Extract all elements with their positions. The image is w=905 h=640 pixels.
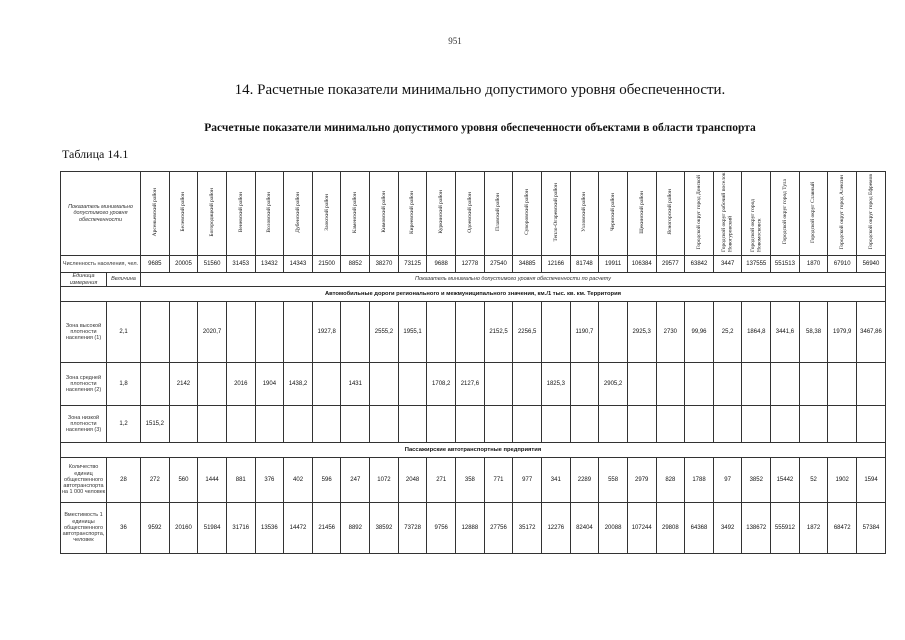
data-cell xyxy=(742,363,771,406)
data-cell xyxy=(513,406,542,443)
data-cell: 138672 xyxy=(742,503,771,554)
data-cell: 2016 xyxy=(226,363,255,406)
data-cell: 1904 xyxy=(255,363,284,406)
district-header xyxy=(713,172,742,256)
value-label: Величина xyxy=(107,273,141,287)
data-cell xyxy=(255,302,284,363)
data-cell xyxy=(541,406,570,443)
population-cell: 34885 xyxy=(513,256,542,273)
data-cell: 20088 xyxy=(599,503,628,554)
population-cell: 63842 xyxy=(685,256,714,273)
population-cell: 551513 xyxy=(771,256,800,273)
population-cell: 1870 xyxy=(799,256,828,273)
section-transport-title: Пассажирские автотранспортные предприятия xyxy=(61,443,886,458)
data-cell xyxy=(169,302,198,363)
district-name: Суворовский район xyxy=(523,189,530,235)
row-norm-value: 28 xyxy=(107,458,141,503)
data-cell: 2925,3 xyxy=(627,302,656,363)
data-cell: 1902 xyxy=(828,458,857,503)
district-name: Городской округ рабочий поселок Новогуровский xyxy=(721,172,734,253)
data-cell: 58,38 xyxy=(799,302,828,363)
population-cell: 9685 xyxy=(141,256,170,273)
data-cell: 560 xyxy=(169,458,198,503)
district-name: Богородицкий район xyxy=(208,187,215,237)
data-cell: 596 xyxy=(312,458,341,503)
data-cell xyxy=(284,302,313,363)
data-cell: 555912 xyxy=(771,503,800,554)
data-cell xyxy=(341,406,370,443)
district-header xyxy=(656,172,685,256)
district-header xyxy=(799,172,828,256)
population-cell: 56940 xyxy=(857,256,886,273)
row-norm-value: 1,8 xyxy=(107,363,141,406)
data-cell: 1825,3 xyxy=(541,363,570,406)
district-name: Куркинский район xyxy=(438,190,445,234)
data-cell xyxy=(226,406,255,443)
district-header xyxy=(284,172,313,256)
table-row xyxy=(61,503,886,554)
district-name: Тепло-Огаревский район xyxy=(552,182,559,242)
data-cell: 1444 xyxy=(198,458,227,503)
population-label: Численность населения, чел. xyxy=(61,256,141,273)
data-cell: 271 xyxy=(427,458,456,503)
district-header xyxy=(398,172,427,256)
data-cell xyxy=(312,363,341,406)
district-name: Воловский район xyxy=(266,191,273,233)
district-header xyxy=(685,172,714,256)
data-cell: 881 xyxy=(226,458,255,503)
district-header xyxy=(198,172,227,256)
data-cell xyxy=(456,302,485,363)
data-cell: 12276 xyxy=(541,503,570,554)
data-cell: 2555,2 xyxy=(370,302,399,363)
district-header xyxy=(341,172,370,256)
data-cell: 1708,2 xyxy=(427,363,456,406)
data-cell: 2979 xyxy=(627,458,656,503)
population-cell: 106384 xyxy=(627,256,656,273)
data-cell: 2048 xyxy=(398,458,427,503)
data-cell: 2905,2 xyxy=(599,363,628,406)
data-cell: 2020,7 xyxy=(198,302,227,363)
data-cell xyxy=(799,406,828,443)
data-cell: 3441,6 xyxy=(771,302,800,363)
data-cell xyxy=(198,406,227,443)
data-cell: 1864,8 xyxy=(742,302,771,363)
district-header xyxy=(456,172,485,256)
population-cell: 137555 xyxy=(742,256,771,273)
data-cell: 15442 xyxy=(771,458,800,503)
table-caption: Таблица 14.1 xyxy=(62,147,129,161)
row-label: Количество единиц общественного автотранспорта на 1 000 человек xyxy=(61,458,107,503)
table-row xyxy=(61,363,886,406)
data-cell: 21456 xyxy=(312,503,341,554)
data-cell: 9592 xyxy=(141,503,170,554)
data-cell: 29808 xyxy=(656,503,685,554)
data-cell xyxy=(198,363,227,406)
data-cell: 107244 xyxy=(627,503,656,554)
data-cell: 1872 xyxy=(799,503,828,554)
data-cell xyxy=(599,302,628,363)
data-cell xyxy=(484,363,513,406)
data-cell xyxy=(427,406,456,443)
population-cell: 38270 xyxy=(370,256,399,273)
district-name: Городской округ город Алексин xyxy=(839,174,846,250)
population-cell: 19911 xyxy=(599,256,628,273)
corner-header: Показатель минимально допустимого уровня обеспеченности xyxy=(61,172,141,256)
row-norm-value: 2,1 xyxy=(107,302,141,363)
data-cell xyxy=(513,363,542,406)
table-row xyxy=(61,406,886,443)
data-cell xyxy=(828,363,857,406)
district-header xyxy=(370,172,399,256)
data-cell: 977 xyxy=(513,458,542,503)
district-header xyxy=(599,172,628,256)
transport-table xyxy=(60,171,886,554)
population-cell: 20005 xyxy=(169,256,198,273)
population-cell: 8852 xyxy=(341,256,370,273)
data-cell: 558 xyxy=(599,458,628,503)
data-cell: 3467,86 xyxy=(857,302,886,363)
unit-row xyxy=(61,273,886,287)
data-cell: 27756 xyxy=(484,503,513,554)
data-cell: 3852 xyxy=(742,458,771,503)
data-cell xyxy=(370,406,399,443)
data-cell xyxy=(627,363,656,406)
data-cell: 1190,7 xyxy=(570,302,599,363)
district-header xyxy=(427,172,456,256)
data-cell: 358 xyxy=(456,458,485,503)
district-name: Одоевский район xyxy=(466,191,473,233)
data-cell: 2289 xyxy=(570,458,599,503)
data-cell xyxy=(370,363,399,406)
data-cell xyxy=(284,406,313,443)
data-cell: 2127,6 xyxy=(456,363,485,406)
header-row xyxy=(61,172,886,256)
data-cell: 12888 xyxy=(456,503,485,554)
district-name: Городской округ город Ефремов xyxy=(867,174,874,250)
population-cell: 14343 xyxy=(284,256,313,273)
section-transport-row xyxy=(61,443,886,458)
population-cell: 81748 xyxy=(570,256,599,273)
row-label: Зона низкой плотности населения (3) xyxy=(61,406,107,443)
data-cell: 38592 xyxy=(370,503,399,554)
data-cell: 31716 xyxy=(226,503,255,554)
district-header xyxy=(226,172,255,256)
data-cell xyxy=(255,406,284,443)
data-cell xyxy=(141,363,170,406)
data-cell xyxy=(857,363,886,406)
district-name: Арсеньевский район xyxy=(151,187,158,237)
district-name: Городской округ город Донской xyxy=(695,174,702,250)
data-cell: 771 xyxy=(484,458,513,503)
data-cell: 376 xyxy=(255,458,284,503)
data-cell: 73728 xyxy=(398,503,427,554)
district-header xyxy=(255,172,284,256)
data-cell xyxy=(685,363,714,406)
population-cell: 12778 xyxy=(456,256,485,273)
row-norm-value: 36 xyxy=(107,503,141,554)
data-cell xyxy=(742,406,771,443)
district-name: Веневский район xyxy=(237,191,244,233)
district-name: Городской округ город Тула xyxy=(781,179,788,245)
data-cell xyxy=(857,406,886,443)
data-cell: 97 xyxy=(713,458,742,503)
section-roads-title: Автомобильные дороги регионального и межмуниципального значения, км./1 тыс. кв. км. Территория xyxy=(61,287,886,302)
district-name: Ясногорский район xyxy=(667,189,674,235)
data-cell: 1927,8 xyxy=(312,302,341,363)
population-cell: 31453 xyxy=(226,256,255,273)
data-cell: 14472 xyxy=(284,503,313,554)
data-cell: 828 xyxy=(656,458,685,503)
population-cell: 67910 xyxy=(828,256,857,273)
data-cell xyxy=(570,363,599,406)
data-cell xyxy=(656,406,685,443)
district-header xyxy=(312,172,341,256)
data-cell: 1594 xyxy=(857,458,886,503)
data-cell: 68472 xyxy=(828,503,857,554)
data-cell: 1788 xyxy=(685,458,714,503)
data-cell xyxy=(398,363,427,406)
district-header xyxy=(541,172,570,256)
data-cell: 25,2 xyxy=(713,302,742,363)
population-cell: 21500 xyxy=(312,256,341,273)
data-cell: 51984 xyxy=(198,503,227,554)
population-cell: 51560 xyxy=(198,256,227,273)
data-cell xyxy=(771,363,800,406)
district-name: Заокский район xyxy=(323,193,330,231)
row-label: Зона высокой плотности населения (1) xyxy=(61,302,107,363)
data-cell: 9756 xyxy=(427,503,456,554)
district-name: Киреевский район xyxy=(409,190,416,234)
data-cell xyxy=(828,406,857,443)
unit-label: Единица измерения xyxy=(61,273,107,287)
population-cell: 12166 xyxy=(541,256,570,273)
district-name: Дубенский район xyxy=(294,191,301,233)
data-cell: 1955,1 xyxy=(398,302,427,363)
data-cell xyxy=(312,406,341,443)
data-cell: 64368 xyxy=(685,503,714,554)
district-header xyxy=(742,172,771,256)
district-header xyxy=(141,172,170,256)
data-cell: 272 xyxy=(141,458,170,503)
indicators-label: Показатель минимально допустимого уровня обеспеченности по расчету xyxy=(141,273,886,287)
data-cell: 1072 xyxy=(370,458,399,503)
district-name: Городской округ Славный xyxy=(810,181,817,243)
population-cell: 9688 xyxy=(427,256,456,273)
data-cell: 2730 xyxy=(656,302,685,363)
district-header xyxy=(570,172,599,256)
data-cell: 1438,2 xyxy=(284,363,313,406)
data-cell: 1431 xyxy=(341,363,370,406)
data-cell xyxy=(398,406,427,443)
district-header xyxy=(771,172,800,256)
data-cell xyxy=(341,302,370,363)
data-cell: 20160 xyxy=(169,503,198,554)
data-cell: 52 xyxy=(799,458,828,503)
data-cell: 57384 xyxy=(857,503,886,554)
data-cell: 2152,5 xyxy=(484,302,513,363)
district-name: Городской округ город Новомосковск xyxy=(749,199,763,253)
data-cell: 402 xyxy=(284,458,313,503)
data-cell xyxy=(141,302,170,363)
district-header xyxy=(828,172,857,256)
data-cell xyxy=(656,363,685,406)
population-cell: 29577 xyxy=(656,256,685,273)
district-name: Чернский район xyxy=(609,193,616,232)
data-cell: 8892 xyxy=(341,503,370,554)
row-label: Вместимость 1 единицы общественного автотранспорта, человек xyxy=(61,503,107,554)
table-subheading: Расчетные показатели минимально допустимого уровня обеспеченности объектами в области транспорта xyxy=(204,122,756,134)
data-cell: 341 xyxy=(541,458,570,503)
data-cell: 82404 xyxy=(570,503,599,554)
data-cell xyxy=(456,406,485,443)
row-norm-value: 1,2 xyxy=(107,406,141,443)
data-cell: 13536 xyxy=(255,503,284,554)
data-cell xyxy=(685,406,714,443)
population-cell: 27540 xyxy=(484,256,513,273)
data-cell: 1979,9 xyxy=(828,302,857,363)
data-cell xyxy=(484,406,513,443)
data-cell: 2142 xyxy=(169,363,198,406)
data-cell xyxy=(713,363,742,406)
data-cell xyxy=(570,406,599,443)
data-cell xyxy=(627,406,656,443)
population-cell: 73125 xyxy=(398,256,427,273)
page-heading: 14. Расчетные показатели минимально допустимого уровня обеспеченности. xyxy=(234,82,726,98)
data-cell xyxy=(713,406,742,443)
district-header xyxy=(513,172,542,256)
district-name: Каменский район xyxy=(352,191,359,233)
data-cell: 1515,2 xyxy=(141,406,170,443)
district-name: Белевский район xyxy=(180,192,187,232)
data-cell: 99,96 xyxy=(685,302,714,363)
data-cell xyxy=(427,302,456,363)
data-cell: 247 xyxy=(341,458,370,503)
data-cell xyxy=(771,406,800,443)
page-number: 951 xyxy=(448,36,462,46)
data-cell xyxy=(226,302,255,363)
district-header xyxy=(857,172,886,256)
data-cell xyxy=(799,363,828,406)
data-cell: 35172 xyxy=(513,503,542,554)
data-cell: 2256,5 xyxy=(513,302,542,363)
data-cell xyxy=(169,406,198,443)
district-name: Узловский район xyxy=(581,192,588,232)
district-name: Плавский район xyxy=(495,193,502,232)
district-header xyxy=(169,172,198,256)
population-cell: 3447 xyxy=(713,256,742,273)
district-name: Кимовский район xyxy=(380,191,387,233)
population-row xyxy=(61,256,886,273)
row-label: Зона средней плотности населения (2) xyxy=(61,363,107,406)
table-row xyxy=(61,458,886,503)
population-cell: 13432 xyxy=(255,256,284,273)
section-roads-row xyxy=(61,287,886,302)
data-cell xyxy=(541,302,570,363)
district-name: Щекинский район xyxy=(638,190,645,234)
district-header xyxy=(627,172,656,256)
data-cell xyxy=(599,406,628,443)
table-row xyxy=(61,302,886,363)
data-cell: 3492 xyxy=(713,503,742,554)
district-header xyxy=(484,172,513,256)
